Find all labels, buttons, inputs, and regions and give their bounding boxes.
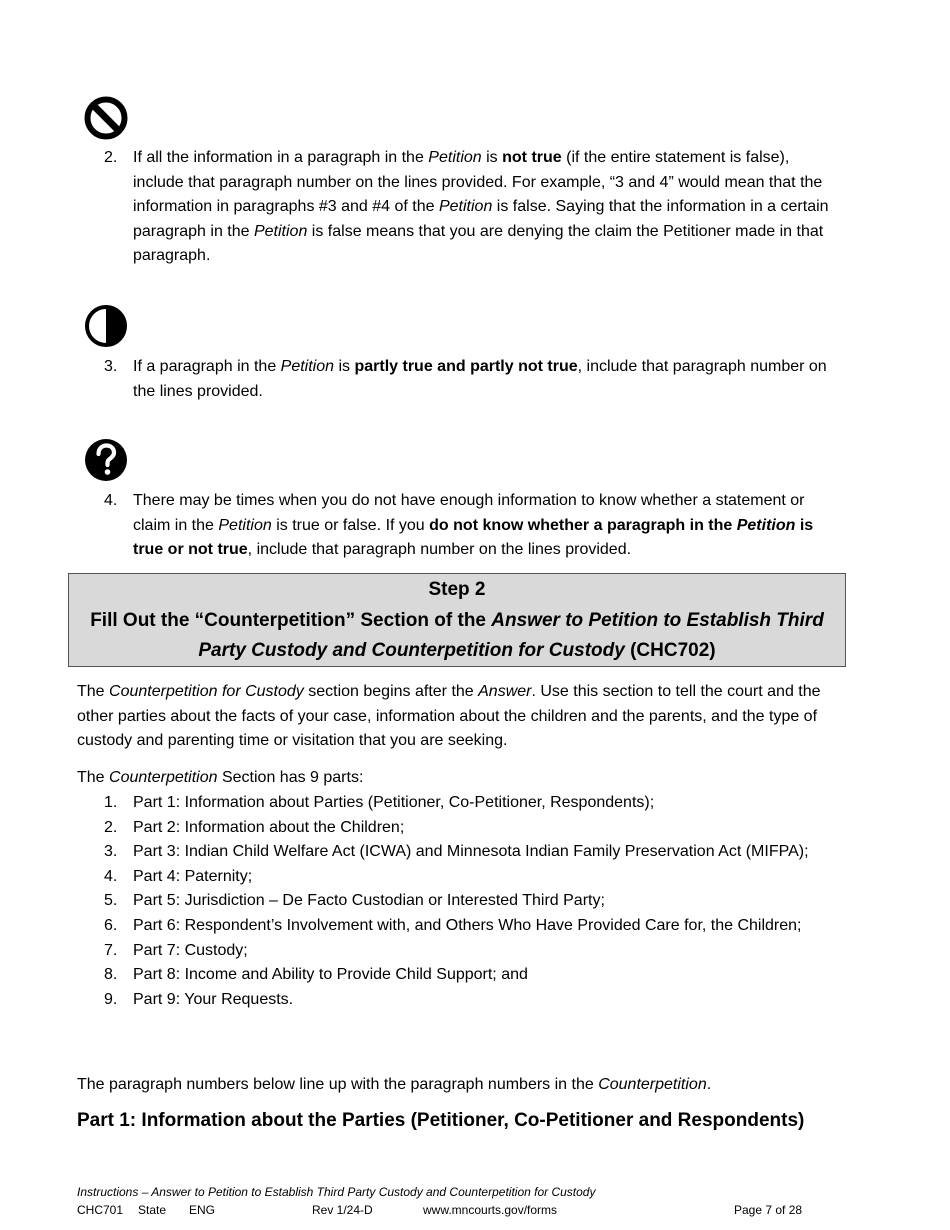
- item-number: 2.: [104, 149, 118, 166]
- footer-state: State: [138, 1203, 167, 1217]
- item-unknown: [104, 489, 834, 563]
- parts-list: [104, 791, 834, 1012]
- list-item-number: 9.: [104, 990, 118, 1008]
- list-item: [104, 791, 834, 816]
- list-item: [104, 816, 834, 841]
- step-2-box: [68, 573, 846, 667]
- list-item: [104, 988, 834, 1013]
- list-item-number: 2.: [104, 818, 118, 836]
- list-item-number: 7.: [104, 941, 118, 959]
- list-item: [104, 889, 834, 914]
- item-number: 4.: [104, 492, 118, 509]
- question-icon: [83, 437, 129, 483]
- list-item: [104, 963, 834, 988]
- list-item-number: 6.: [104, 916, 118, 934]
- item-text: There may be times when you do not have enough information to know whether a statement or claim in the Petition is true or false. If you do not know whether a paragraph in the Petition is true or not true, include that paragraph number on the lines provided.: [133, 492, 814, 559]
- item-text: If all the information in a paragraph in the Petition is not true (if the entire statement is false), include that paragraph number on the lines provided. For example, “3 and 4” would mean that the information in paragraphs #3 and #4 of the Petition is false. Saying that the information in a certain paragraph in the Petition is false means that you are denying the claim the Petitioner made in that paragraph.: [133, 149, 829, 265]
- item-number: 3.: [104, 358, 118, 375]
- list-item: [104, 914, 834, 939]
- list-item-text: Part 4: Paternity;: [133, 867, 253, 885]
- list-item-text: Part 8: Income and Ability to Provide Child Support; and: [133, 966, 528, 984]
- list-item-text: Part 2: Information about the Children;: [133, 818, 405, 836]
- footer-language: ENG: [189, 1203, 216, 1217]
- list-item-text: Part 7: Custody;: [133, 941, 248, 959]
- item-partly-true: [104, 355, 834, 404]
- footer-url[interactable]: www.mncourts.gov/forms: [423, 1203, 558, 1217]
- list-item-text: Part 1: Information about Parties (Petitioner, Co-Petitioner, Respondents);: [133, 794, 655, 811]
- list-item: [104, 865, 834, 890]
- list-item-text: Part 9: Your Requests.: [133, 990, 294, 1008]
- list-item-number: 1.: [104, 794, 118, 811]
- list-item-number: 4.: [104, 867, 118, 885]
- no-symbol-icon: [83, 95, 129, 141]
- footer-page-number: Page 7 of 28: [734, 1203, 803, 1217]
- list-item-number: 5.: [104, 892, 118, 910]
- counterpetition-intro: The Counterpetition for Custody section begins after the Answer. Use this section to tell the court and the other parties about the facts of your case, information about the children and the parents, and the type of custody and parenting time or visitation that you are seeking.: [77, 683, 821, 750]
- item-not-true: [104, 146, 834, 269]
- item-text: If a paragraph in the Petition is partly true and partly not true, include that paragraph number on the lines provided.: [133, 358, 827, 400]
- part-1-heading: Part 1: Information about the Parties (Petitioner, Co-Petitioner and Respondents): [77, 1110, 805, 1131]
- footer-revision: Rev 1/24-D: [312, 1203, 373, 1217]
- lineup-note: The paragraph numbers below line up with the paragraph numbers in the Counterpetition.: [77, 1076, 712, 1093]
- footer-form-code: CHC701: [77, 1203, 124, 1217]
- list-item-text: Part 6: Respondent’s Involvement with, and Others Who Have Provided Care for, the Children;: [133, 916, 802, 934]
- list-item-text: Part 5: Jurisdiction – De Facto Custodian or Interested Third Party;: [133, 892, 605, 910]
- list-item: [104, 939, 834, 964]
- step-number: Step 2: [428, 579, 486, 600]
- list-item: [104, 840, 834, 865]
- list-item-number: 8.: [104, 966, 118, 984]
- footer-title: Instructions – Answer to Petition to Establish Third Party Custody and Counterpetition for Custody: [77, 1185, 596, 1199]
- parts-intro: The Counterpetition Section has 9 parts:: [77, 769, 364, 786]
- half-circle-icon: [83, 303, 129, 349]
- list-item-text: Part 3: Indian Child Welfare Act (ICWA) and Minnesota Indian Family Preservation Act (MIFPA);: [133, 843, 809, 861]
- list-item-number: 3.: [104, 843, 118, 861]
- step-title: Fill Out the “Counterpetition” Section of the Answer to Petition to Establish Third Party Custody and Counterpetition for Custody (CHC702): [90, 609, 824, 661]
